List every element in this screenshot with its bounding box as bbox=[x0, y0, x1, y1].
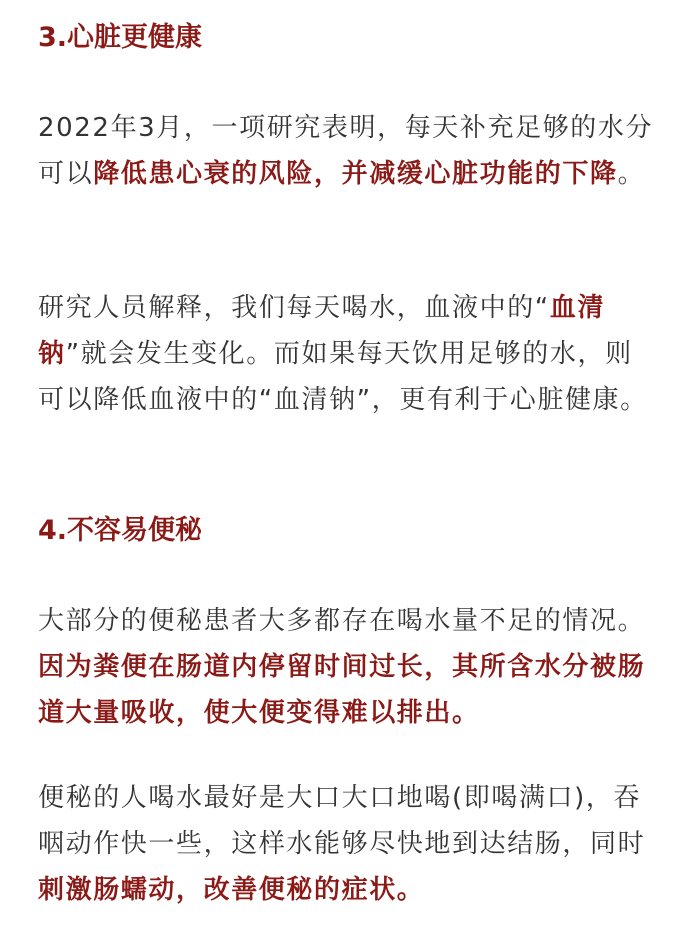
highlight-segment: 刺激肠蠕动，改善便秘的症状。 bbox=[38, 875, 425, 905]
section-heading-constipation: 4.不容易便秘 bbox=[38, 515, 203, 546]
highlight-segment: 血清钠 bbox=[38, 293, 606, 369]
text-segment: ”就会发生变化。而如果每天饮用足够的水，则可以降低血液中的“血清钠”，更有利于心脏健康。 bbox=[38, 339, 648, 415]
text-segment: 便秘的人喝水最好是大口大口地喝(即喝满口)，吞咽动作快一些，这样水能够尽快地到达结肠，同时 bbox=[38, 783, 646, 859]
paragraph-drinking-advice bbox=[38, 775, 658, 913]
highlight-segment: 降低患心衰的风险，并减缓心脏功能的下降 bbox=[93, 159, 618, 189]
highlight-segment: 因为粪便在肠道内停留时间过长，其所含水分被肠道大量吸收，使大便变得难以排出。 bbox=[38, 652, 646, 728]
paragraph-heart-study bbox=[38, 105, 658, 197]
text-segment: 研究人员解释，我们每天喝水，血液中的“ bbox=[38, 293, 550, 323]
text-segment: 。 bbox=[617, 159, 646, 189]
section-heading-heart: 3.心脏更健康 bbox=[38, 22, 203, 53]
paragraph-constipation-cause bbox=[38, 598, 658, 736]
paragraph-serum-sodium bbox=[38, 285, 658, 423]
text-segment: 大部分的便秘患者大多都存在喝水量不足的情况。 bbox=[38, 606, 646, 636]
text-segment: 2022年3月，一项研究表明，每天补充足够的水分可以 bbox=[38, 113, 654, 189]
